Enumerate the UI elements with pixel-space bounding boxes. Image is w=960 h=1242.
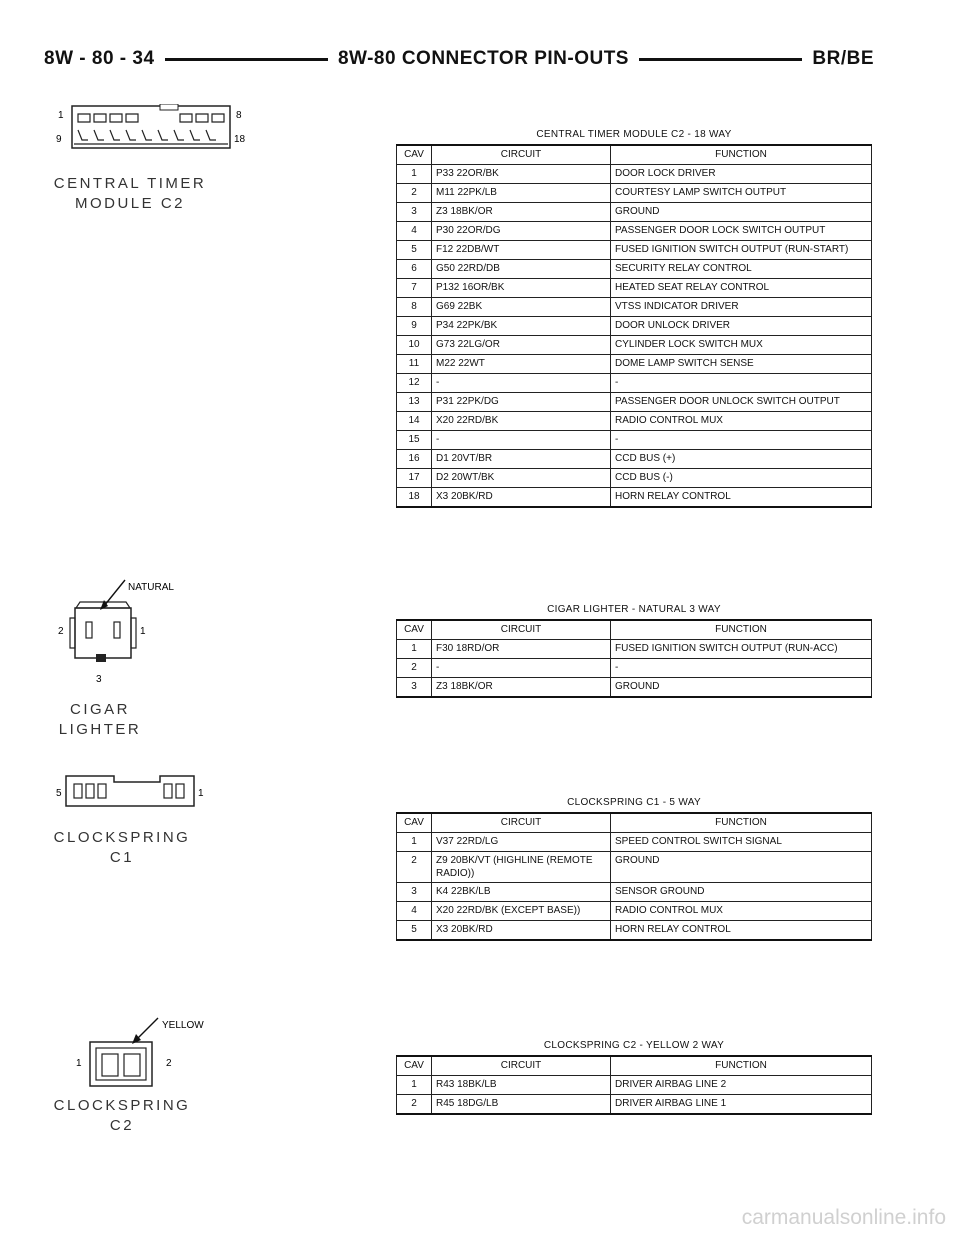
table-row (397, 902, 872, 921)
function-cell: GROUND (611, 203, 872, 222)
header-rule-left (165, 58, 328, 61)
table-row (397, 640, 872, 659)
cav-cell: 8 (397, 298, 432, 317)
table-row (397, 921, 872, 941)
cav-cell: 7 (397, 279, 432, 298)
cigar-pin-1-label: 1 (140, 626, 146, 637)
function-cell: DRIVER AIRBAG LINE 2 (611, 1076, 872, 1095)
cav-cell: 1 (397, 165, 432, 184)
table-row (397, 450, 872, 469)
function-cell: SECURITY RELAY CONTROL (611, 260, 872, 279)
cav-cell: 3 (397, 883, 432, 902)
ctm-figure-label (50, 174, 210, 214)
cav-header: CAV (397, 813, 432, 833)
clockspring-c2-pin-2-label: 2 (166, 1058, 172, 1069)
table-row (397, 393, 872, 412)
circuit-header: CIRCUIT (432, 813, 611, 833)
clockspring-c1-pinout-table (396, 812, 872, 941)
cav-cell: 17 (397, 469, 432, 488)
table-header-row (397, 145, 872, 165)
function-cell: VTSS INDICATOR DRIVER (611, 298, 872, 317)
circuit-header: CIRCUIT (432, 620, 611, 640)
function-cell: SENSOR GROUND (611, 883, 872, 902)
circuit-cell: X20 22RD/BK (EXCEPT BASE)) (432, 902, 611, 921)
cav-cell: 2 (397, 659, 432, 678)
function-cell: CCD BUS (-) (611, 469, 872, 488)
clockspring-c2-color-tag: YELLOW (162, 1020, 204, 1031)
ctm-pin-9-label: 9 (56, 134, 62, 145)
circuit-cell: V37 22RD/LG (432, 833, 611, 852)
cigar-label-line2: LIGHTER (58, 721, 142, 738)
clockspring-c2-table-title: CLOCKSPRING C2 - YELLOW 2 WAY (543, 1040, 725, 1051)
circuit-cell: P31 22PK/DG (432, 393, 611, 412)
circuit-cell: - (432, 374, 611, 393)
circuit-cell: P34 22PK/BK (432, 317, 611, 336)
circuit-cell: F12 22DB/WT (432, 241, 611, 260)
function-cell: - (611, 431, 872, 450)
cav-cell: 2 (397, 852, 432, 883)
function-cell: RADIO CONTROL MUX (611, 412, 872, 431)
cav-cell: 10 (397, 336, 432, 355)
circuit-cell: Z3 18BK/OR (432, 678, 611, 698)
cav-cell: 16 (397, 450, 432, 469)
function-cell: DOOR LOCK DRIVER (611, 165, 872, 184)
page-number: 8W - 80 - 34 (44, 48, 155, 69)
table-row (397, 883, 872, 902)
table-row (397, 1095, 872, 1115)
table-row (397, 374, 872, 393)
function-cell: HORN RELAY CONTROL (611, 921, 872, 941)
table-row (397, 833, 872, 852)
circuit-cell: X20 22RD/BK (432, 412, 611, 431)
function-cell: - (611, 659, 872, 678)
table-row (397, 184, 872, 203)
clockspring-c1-table-title: CLOCKSPRING C1 - 5 WAY (567, 797, 701, 808)
cigar-color-tag: NATURAL (128, 582, 174, 593)
cav-cell: 1 (397, 640, 432, 659)
ctm-connector-diagram (50, 104, 250, 159)
table-row (397, 488, 872, 508)
page-title: 8W-80 CONNECTOR PIN-OUTS (337, 48, 629, 69)
clockspring-c1-figure-label: CLOCKSPRING C1 (53, 829, 191, 866)
cav-cell: 9 (397, 317, 432, 336)
table-row (397, 298, 872, 317)
circuit-cell: P132 16OR/BK (432, 279, 611, 298)
circuit-cell: G50 22RD/DB (432, 260, 611, 279)
function-cell: CCD BUS (+) (611, 450, 872, 469)
function-cell: GROUND (611, 852, 872, 883)
ctm-label-line2: MODULE C2 (74, 195, 186, 212)
cav-cell: 18 (397, 488, 432, 508)
function-header: FUNCTION (611, 145, 872, 165)
circuit-cell: G69 22BK (432, 298, 611, 317)
circuit-cell: F30 18RD/OR (432, 640, 611, 659)
function-cell: GROUND (611, 678, 872, 698)
circuit-cell: X3 20BK/RD (432, 921, 611, 941)
cav-header: CAV (397, 1056, 432, 1076)
cav-cell: 2 (397, 1095, 432, 1115)
ctm-label-line1: CENTRAL TIMER (53, 175, 207, 192)
ctm-pin-1-label: 1 (58, 110, 64, 121)
cav-cell: 4 (397, 222, 432, 241)
cav-cell: 11 (397, 355, 432, 374)
function-cell: FUSED IGNITION SWITCH OUTPUT (RUN-START) (611, 241, 872, 260)
circuit-header: CIRCUIT (432, 1056, 611, 1076)
function-cell: FUSED IGNITION SWITCH OUTPUT (RUN-ACC) (611, 640, 872, 659)
table-row (397, 355, 872, 374)
clockspring-c2-connector-diagram (50, 1012, 210, 1092)
cav-cell: 6 (397, 260, 432, 279)
function-cell: HORN RELAY CONTROL (611, 488, 872, 508)
watermark: carmanualsonline.info (741, 1206, 946, 1229)
cav-cell: 1 (397, 1076, 432, 1095)
circuit-cell: D1 20VT/BR (432, 450, 611, 469)
circuit-cell: - (432, 659, 611, 678)
cav-cell: 5 (397, 241, 432, 260)
table-header-row (397, 620, 872, 640)
circuit-cell: Z3 18BK/OR (432, 203, 611, 222)
table-row (397, 203, 872, 222)
cav-cell: 15 (397, 431, 432, 450)
table-row (397, 317, 872, 336)
table-row (397, 678, 872, 698)
table-row (397, 469, 872, 488)
cigar-label-line1: CIGAR (69, 701, 130, 718)
circuit-cell: - (432, 431, 611, 450)
circuit-cell: P30 22OR/DG (432, 222, 611, 241)
function-cell: SPEED CONTROL SWITCH SIGNAL (611, 833, 872, 852)
ctm-pin-18-label: 18 (234, 134, 246, 145)
circuit-cell: P33 22OR/BK (432, 165, 611, 184)
table-row (397, 431, 872, 450)
table-row (397, 241, 872, 260)
circuit-cell: M11 22PK/LB (432, 184, 611, 203)
cav-header: CAV (397, 620, 432, 640)
cigar-lighter-connector-diagram (50, 578, 200, 688)
circuit-cell: K4 22BK/LB (432, 883, 611, 902)
cigar-table-title: CIGAR LIGHTER - NATURAL 3 WAY (547, 604, 721, 615)
table-header-row (397, 813, 872, 833)
cav-cell: 3 (397, 678, 432, 698)
cigar-pin-3-label: 3 (96, 674, 102, 685)
function-cell: CYLINDER LOCK SWITCH MUX (611, 336, 872, 355)
function-cell: DOOR UNLOCK DRIVER (611, 317, 872, 336)
circuit-cell: D2 20WT/BK (432, 469, 611, 488)
circuit-cell: R43 18BK/LB (432, 1076, 611, 1095)
function-cell: HEATED SEAT RELAY CONTROL (611, 279, 872, 298)
function-cell: - (611, 374, 872, 393)
cav-cell: 5 (397, 921, 432, 941)
circuit-header: CIRCUIT (432, 145, 611, 165)
circuit-cell: R45 18DG/LB (432, 1095, 611, 1115)
circuit-cell: X3 20BK/RD (432, 488, 611, 508)
table-row (397, 336, 872, 355)
model-code: BR/BE (812, 48, 875, 69)
cav-cell: 12 (397, 374, 432, 393)
table-row (397, 852, 872, 883)
function-header: FUNCTION (611, 620, 872, 640)
table-row (397, 279, 872, 298)
cav-cell: 1 (397, 833, 432, 852)
function-cell: PASSENGER DOOR UNLOCK SWITCH OUTPUT (611, 393, 872, 412)
function-cell: DOME LAMP SWITCH SENSE (611, 355, 872, 374)
clockspring-c2-pinout-table (396, 1055, 872, 1115)
cav-cell: 13 (397, 393, 432, 412)
table-row (397, 412, 872, 431)
table-row (397, 165, 872, 184)
cav-cell: 14 (397, 412, 432, 431)
table-row (397, 1076, 872, 1095)
clockspring-c2-pin-1-label: 1 (76, 1058, 82, 1069)
clockspring-c1-connector-diagram (50, 770, 210, 810)
cigar-pin-2-label: 2 (58, 626, 64, 637)
page-header (44, 44, 874, 74)
clockspring-c2-figure-label: CLOCKSPRING C2 (53, 1097, 191, 1134)
function-header: FUNCTION (611, 1056, 872, 1076)
ctm-table-title: CENTRAL TIMER MODULE C2 - 18 WAY (536, 129, 732, 140)
cigar-figure-label (30, 700, 170, 740)
clockspring-c1-pin-5-label: 5 (56, 788, 62, 799)
function-cell: DRIVER AIRBAG LINE 1 (611, 1095, 872, 1115)
table-row (397, 222, 872, 241)
function-cell: COURTESY LAMP SWITCH OUTPUT (611, 184, 872, 203)
circuit-cell: M22 22WT (432, 355, 611, 374)
ctm-pinout-table (396, 144, 872, 508)
table-row (397, 659, 872, 678)
circuit-cell: G73 22LG/OR (432, 336, 611, 355)
cigar-pinout-table (396, 619, 872, 698)
clockspring-c1-pin-1-label: 1 (198, 788, 204, 799)
ctm-pin-8-label: 8 (236, 110, 242, 121)
cav-header: CAV (397, 145, 432, 165)
cav-cell: 4 (397, 902, 432, 921)
function-header: FUNCTION (611, 813, 872, 833)
cav-cell: 2 (397, 184, 432, 203)
cav-cell: 3 (397, 203, 432, 222)
header-rule-right (639, 58, 802, 61)
function-cell: PASSENGER DOOR LOCK SWITCH OUTPUT (611, 222, 872, 241)
table-header-row (397, 1056, 872, 1076)
circuit-cell: Z9 20BK/VT (HIGHLINE (REMOTE RADIO)) (432, 852, 611, 883)
table-row (397, 260, 872, 279)
function-cell: RADIO CONTROL MUX (611, 902, 872, 921)
